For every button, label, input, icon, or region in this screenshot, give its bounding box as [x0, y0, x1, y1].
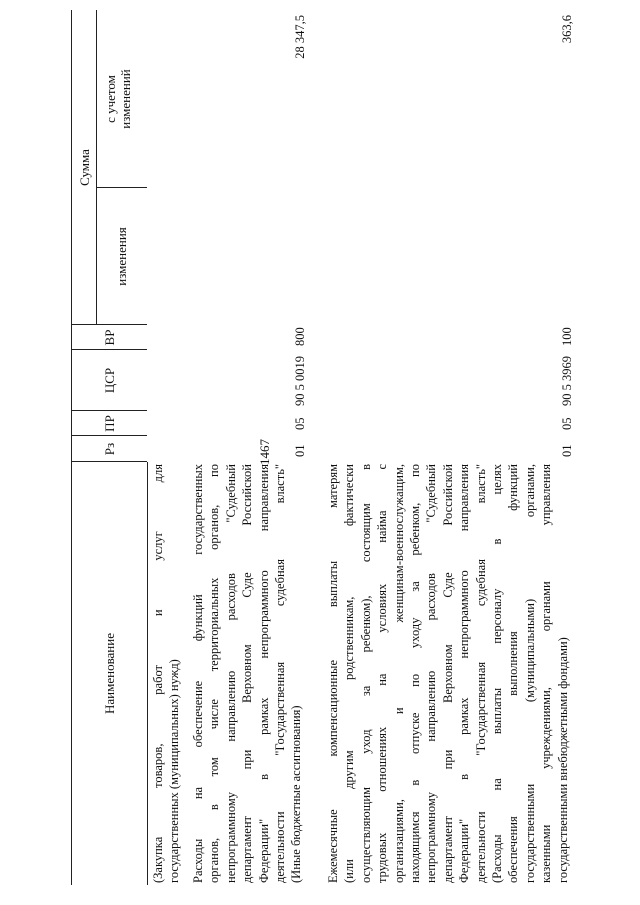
- row-2-line-1: Расходы на обеспечение функций государственных: [191, 464, 205, 883]
- row-2-pr: 05: [293, 417, 307, 430]
- header-with-changes-line2: изменений: [118, 69, 133, 129]
- page-number: 1467: [257, 439, 272, 465]
- row-3-description: [325, 464, 571, 883]
- row-2-vr: 800: [293, 327, 307, 346]
- row-2-line-4: департамент при Верховном Суде Российской: [240, 464, 255, 883]
- row-3-line-14: казенными учреждениями, органами управления: [539, 464, 554, 883]
- sum-subheader-border: [96, 10, 97, 325]
- row-2-line-6: деятельности "Государственная судебная власть": [273, 464, 288, 883]
- header-pr: ПР: [102, 415, 117, 432]
- header-name: Наименование: [102, 633, 117, 714]
- header-vr: ВР: [102, 329, 117, 346]
- row-2-csr: 90 5 0019: [293, 356, 307, 406]
- row-3-line-15: государственными внебюджетными фондами): [555, 637, 570, 883]
- table-top-border: [71, 10, 72, 885]
- budget-table: [66, 10, 621, 885]
- row-3-vr: 100: [560, 327, 574, 346]
- header-bottom-border: [147, 462, 148, 885]
- row-2-description: [190, 464, 305, 883]
- row-3-csr: 90 5 3969: [560, 356, 574, 406]
- row-3-line-7: непрограммному направлению расходов "Судебный: [424, 464, 439, 883]
- header-sum: Сумма: [77, 149, 92, 186]
- row-2-with-changes: 28 347,5: [293, 15, 307, 59]
- row-1-description: [150, 464, 183, 883]
- row-1-line-2: государственных (муниципальных) нужд): [167, 659, 182, 883]
- row-3-line-10: деятельности "Государственная судебная власть": [473, 464, 488, 883]
- row-3-with-changes: 363,6: [560, 15, 574, 44]
- row-2-rz: 01: [293, 444, 307, 457]
- row-2-line-5: Федерации" в рамках непрограммного направления: [256, 464, 271, 883]
- row-3-line-1: Ежемесячные компенсационные выплаты матерям: [326, 464, 340, 883]
- row-3-line-11: (Расходы на выплаты персоналу в целях: [490, 464, 505, 883]
- row-3-line-3: осуществляющим уход за ребенком), состоящим в: [358, 464, 373, 883]
- row-2-line-2: органов, в том числе территориальных органов, по: [207, 464, 222, 883]
- row-3-line-8: департамент при Верховном Суде Российской: [440, 464, 455, 883]
- row-3-line-4: трудовых отношениях на условиях найма с: [375, 464, 390, 883]
- header-changes: изменения: [114, 227, 129, 286]
- row-2-line-7: (Иные бюджетные ассигнования): [289, 705, 304, 883]
- row-2-line-3: непрограммному направлению расходов "Судебный: [223, 464, 238, 883]
- row-3-pr: 05: [560, 417, 574, 430]
- row-3-line-6: находящимся в отпуске по уходу за ребенком, по: [408, 464, 423, 883]
- header-rz: Рз: [102, 442, 117, 456]
- header-with-changes-line1: с учетом: [103, 75, 118, 123]
- header-csr: ЦСР: [102, 367, 117, 394]
- row-3-line-12: обеспечения выполнения функций: [506, 464, 521, 883]
- row-3-line-2: (или другим родственникам, фактически: [342, 464, 357, 883]
- row-3-line-5: организациями, и женщинам-военнослужащим,: [391, 464, 406, 883]
- row-1-line-1: (Закупка товаров, работ и услуг для: [151, 464, 165, 883]
- row-3-line-13: государственными (муниципальными) органами,: [522, 464, 537, 883]
- row-3-line-9: Федерации" в рамках непрограммного направления: [457, 464, 472, 883]
- row-3-rz: 01: [560, 444, 574, 457]
